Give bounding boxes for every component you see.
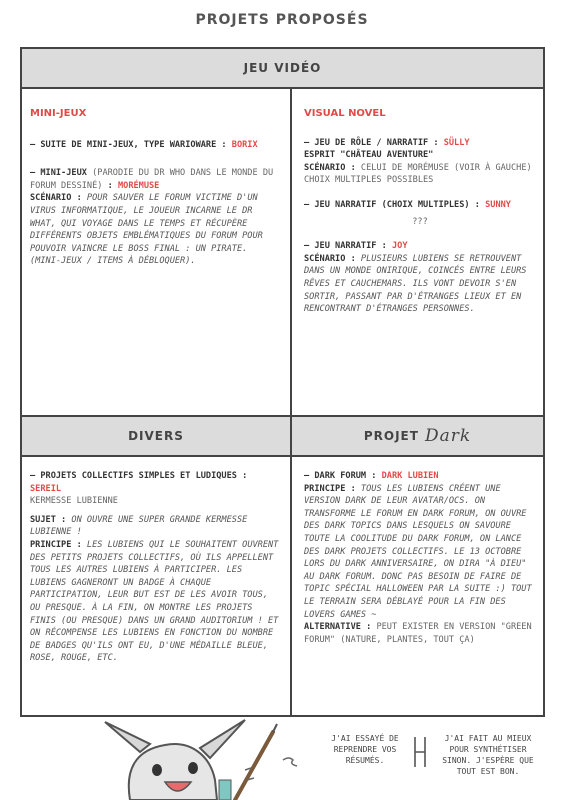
divers-item-1: – PROJETS COLLECTIFS SIMPLES ET LUDIQUES : SEREIL KERMESSE LUBIENNE [30, 471, 248, 507]
visual-novel-title: VISUAL NOVEL [304, 108, 386, 119]
jeu-video-divider [290, 87, 292, 417]
vn-item-2-unknown: ??? [412, 216, 428, 227]
mascot-illustration [95, 710, 305, 800]
note-left: J'AI ESSAYÉ DE REPRENDRE VOS RÉSUMÉS. [331, 734, 399, 765]
header-jeu-video-label: JEU VIDÉO [243, 61, 322, 75]
bottom-divider [290, 455, 292, 717]
header-divers-label: DIVERS [128, 429, 184, 443]
author-sully: SÜLLY [443, 137, 470, 148]
mini-jeux-scenario: SCÉNARIO : POUR SAUVER LE FORUM VICTIME D'UN VIRUS INFORMATIQUE, LE JOUEUR INCARNE LE DR WHAT, QUI VOYAGE DANS LE TEMPS ET RÉCUPÈRE DIFFÉRENTS OBJETS EMBLÉMATIQUES DU FORUM POUR POUVOIR VAINCRE LE BOSS FINAL : UN PIRATE. (MINI-JEUX / ITEMS À DÉBLOQUER). [30, 193, 263, 267]
divers-kermesse: KERMESSE LUBIENNE [30, 496, 118, 507]
mini-jeux-item-1: – SUITE DE MINI-JEUX, TYPE WARIOWARE : BORIX [30, 139, 258, 150]
vn-item-1: – JEU DE RÔLE / NARRATIF : SÜLLY ESPRIT "CHÂTEAU AVENTURE" SCÉNARIO : CELUI DE MORÉMUSE (VOIR À GAUCHE) CHOIX MULTIPLES POSSIBLES [304, 137, 532, 186]
vn-item-1-choix: CHOIX MULTIPLES POSSIBLES [304, 175, 434, 186]
author-moremuse: MORÉMUSE [117, 180, 160, 191]
vn-item-1-esprit: ESPRIT "CHÂTEAU AVENTURE" [304, 150, 434, 161]
mini-jeux-title: MINI-JEUX [30, 108, 87, 119]
vn-item-3: – JEU NARRATIF : JOY [304, 241, 408, 252]
vn-item-3-scenario: SCÉNARIO : PLUSIEURS LUBIENS SE RETROUVENT DANS UN MONDE ONIRIQUE, COINCÉS ENTRE LEURS RÊVES ET CAUCHEMARS. ILS VONT DEVOIR S'EN SORTIR, PASSANT PAR D'ÉTRANGES LIEUX ET EN RENCONTRANT D'ÉTRANGES PERSONNES. [304, 253, 527, 315]
header-divers [20, 415, 292, 457]
page-title: PROJETS PROPOSÉS [195, 12, 369, 28]
header-dark-word: Dark [424, 426, 472, 446]
bracket-icon [412, 735, 428, 769]
vn-item-2: – JEU NARRATIF (CHOIX MULTIPLES) : SUNNY [304, 199, 511, 210]
header-projet-dark [290, 415, 545, 457]
visual-novel-cell [304, 108, 536, 326]
author-joy: JOY [391, 241, 408, 252]
note-right: J'AI FAIT AU MIEUX POUR SYNTHÉTISER SINON. J'ESPÈRE QUE TOUT EST BON. [442, 734, 534, 776]
header-projet-label: PROJET [363, 429, 419, 443]
divers-principe: PRINCIPE : LES LUBIENS QUI LE SOUHAITENT OUVRENT DES PETITS PROJETS COLLECTIFS, OÙ ILS APPELLENT TOUS LES AUTRES LUBIENS À PARTICIPER. LES LUBIENS GAGNERONT UN BADGE À CHAQUE PARTICIPATION, LEUR BUT EST DE LES AVOIR TOUS, OU PRESQUE. À LA FIN, ON MONTRE LES PROJETS FINIS (OU PRESQUE) DANS UN GRAND AUDITORIUM ! ET ON RÉCOMPENSE LES LUBIENS EN FONCTION DU NOMBRE DE BADGES QU'ILS ONT EU, D'UNE MÉDAILLE BLEUE, ROSE, ROUGE, ETC. [30, 539, 279, 664]
author-sereil: SEREIL [30, 483, 62, 494]
divers-sujet: SUJET : ON OUVRE UNE SUPER GRANDE KERMESSE LUBIENNE ! [30, 514, 248, 538]
dark-item-1: – DARK FORUM : DARK LUBIEN [304, 471, 439, 481]
dark-cell [304, 470, 538, 656]
author-dark-lubien: DARK LUBIEN [381, 471, 439, 481]
author-sunny: SUNNY [485, 199, 511, 210]
author-borix: BORIX [231, 139, 258, 150]
header-jeu-video [20, 47, 545, 89]
divers-cell [30, 470, 282, 675]
mascot-creature [105, 720, 245, 800]
dark-alternative: ALTERNATIVE : PEUT EXISTER EN VERSION "GREEN FORUM" (NATURE, PLANTES, TOUT ÇA) [304, 622, 532, 645]
pencil-icon [235, 724, 277, 800]
mini-jeux-cell [30, 108, 280, 278]
mini-jeux-item-2: – MINI-JEUX (PARODIE DU DR WHO DANS LE MONDE DU FORUM DESSINÉ) : MORÉMUSE [30, 168, 274, 191]
dark-principe: PRINCIPE : TOUS LES LUBIENS CRÉENT UNE VERSION DARK DE LEUR AVATAR/OCS. ON TRANSFORME LE FORUM EN DARK FORUM, ON OUVRE DES DARK TOPICS DANS LESQUELS ON SAVOURE TOUTE LA COOLITUDE DU DARK FORUM, ON LANCE DES DARK PROJETS COLLECTIFS. LE 13 OCTOBRE LORS DU DARK ANNIVERSAIRE, ON DIRA "À DIEU" AU DARK FORUM. DONC PAS BESOIN DE FAIRE DE TOPIC SPÉCIAL HALLOWEEN PAR LA SUITE :) TOUT LE TERRAIN SERA DÉBLAYÉ POUR LA FIN DES LOVERS GAMES ~ [304, 483, 532, 620]
